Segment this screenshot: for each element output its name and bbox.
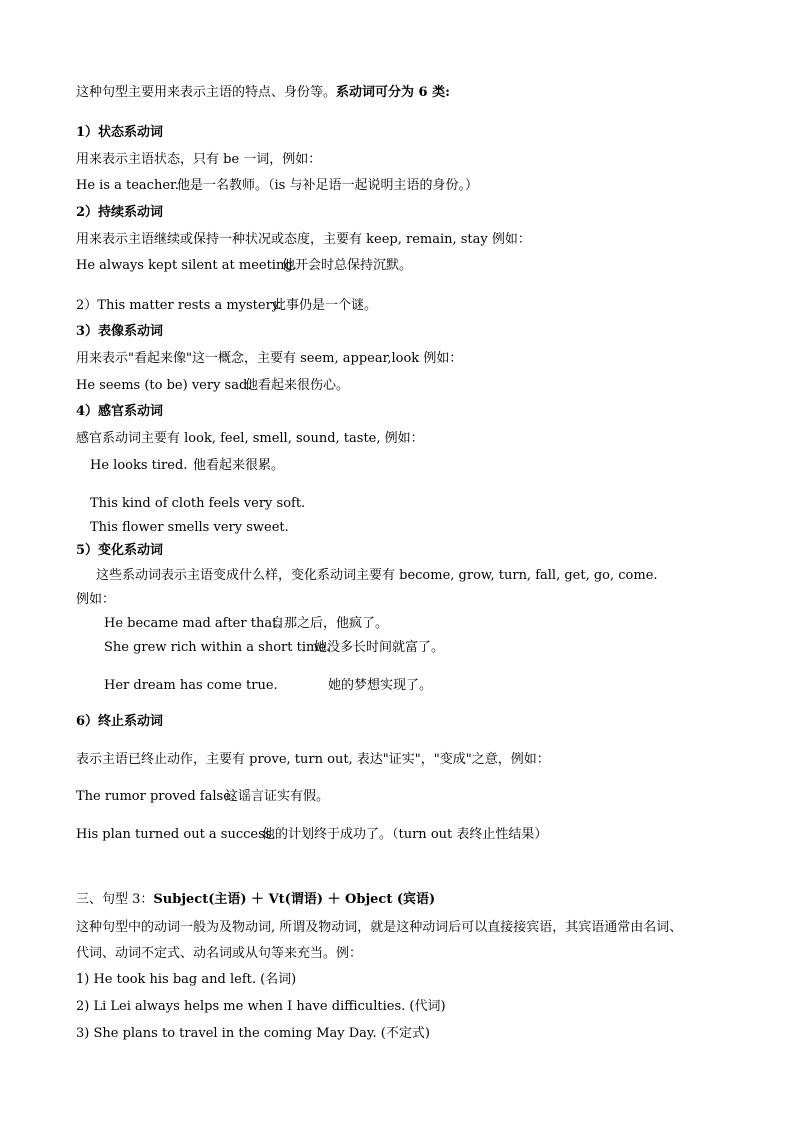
section-5-example-2 <box>104 639 444 657</box>
example-cn: 自那之后，他疯了。 <box>271 616 389 631</box>
example-en: His plan turned out a success. <box>76 827 276 842</box>
example-en: He is a teacher. <box>76 178 179 193</box>
section-5-heading: 5）变化系动词 <box>76 543 164 558</box>
pattern-3-heading-formula: Subject(主语) ＋ Vt(谓语) ＋ Object (宾语) <box>153 892 436 907</box>
section-6-example-2 <box>76 826 547 844</box>
section-5-example-label: 例如： <box>76 592 116 607</box>
section-6-heading: 6）终止系动词 <box>76 714 164 729</box>
section-2-example-1 <box>76 257 412 275</box>
section-4-desc: 感官系动词主要有 look, feel, smell, sound, taste, 例如： <box>76 431 424 446</box>
example-en: Her dream has come true. <box>104 678 278 693</box>
section-5-example-3 <box>104 677 432 695</box>
example-cn: 他看起来很伤心。 <box>245 378 350 393</box>
section-1-desc: 用来表示主语状态，只有 be 一词，例如： <box>76 152 322 167</box>
example-en: She grew rich within a short time. <box>104 640 331 655</box>
section-2-example-2 <box>76 297 377 315</box>
example-en: 2）This matter rests a mystery. <box>76 298 282 313</box>
example-cn: 她没多长时间就富了。 <box>314 640 445 655</box>
section-2-desc: 用来表示主语继续或保持一种状况或态度，主要有 keep, remain, stay 例如： <box>76 232 531 247</box>
pattern-3-heading <box>76 891 435 909</box>
example-en: He became mad after that. <box>104 616 282 631</box>
pattern-3-desc-line-2: 代词、动词不定式、动名词或从句等来充当。例： <box>76 946 363 961</box>
example-en: He looks tired. <box>90 458 188 473</box>
pattern-3-example-2: 2) Li Lei always helps me when I have difficulties. (代词) <box>76 999 446 1014</box>
example-cn: 此事仍是一个谜。 <box>273 298 378 313</box>
pattern-3-example-3: 3) She plans to travel in the coming May Day. (不定式) <box>76 1026 430 1041</box>
example-cn: 这谣言证实有假。 <box>225 789 330 804</box>
pattern-3-desc-line-1: 这种句型中的动词一般为及物动词, 所谓及物动词，就是这种动词后可以直接接宾语，其宾语通常由名词、 <box>76 920 683 935</box>
example-en: He seems (to be) very sad. <box>76 378 252 393</box>
section-6-example-1 <box>76 788 329 806</box>
section-4-heading: 4）感官系动词 <box>76 404 164 419</box>
section-4-example-1 <box>90 457 284 475</box>
example-en: The rumor proved false. <box>76 789 236 804</box>
section-4-example-2: This kind of cloth feels very soft. <box>90 496 306 511</box>
example-cn: 他开会时总保持沉默。 <box>282 258 413 273</box>
section-2-heading: 2）持续系动词 <box>76 205 164 220</box>
example-en: He always kept silent at meeting. <box>76 258 297 273</box>
example-cn: 他的计划终于成功了。（turn out 表终止性结果） <box>262 827 548 842</box>
example-cn: 他看起来很累。 <box>193 458 285 473</box>
pattern-3-example-1: 1) He took his bag and left. (名词) <box>76 972 297 987</box>
section-5-example-1 <box>104 615 388 633</box>
section-3-heading: 3）表像系动词 <box>76 324 164 339</box>
section-4-example-3: This flower smells very sweet. <box>90 520 289 535</box>
example-cn: 他是一名教师。（is 与补足语一起说明主语的身份。） <box>177 178 478 193</box>
intro-bold-text: 系动词可分为 6 类: <box>336 85 450 100</box>
section-3-desc: 用来表示"看起来像"这一概念，主要有 seem, appear,look 例如： <box>76 351 463 366</box>
intro-line <box>76 84 450 102</box>
section-3-example-1 <box>76 377 349 395</box>
example-cn: 她的梦想实现了。 <box>328 678 433 693</box>
pattern-3-heading-prefix: 三、句型 3： <box>76 892 154 907</box>
section-6-desc: 表示主语已终止动作，主要有 prove, turn out, 表达"证实"，"变成"之意，例如： <box>76 752 550 767</box>
section-5-desc: 这些系动词表示主语变成什么样，变化系动词主要有 become, grow, turn, fall, get, go, come. <box>96 568 658 583</box>
intro-text: 这种句型主要用来表示主语的特点、身份等。 <box>76 85 337 100</box>
section-1-heading: 1）状态系动词 <box>76 125 164 140</box>
section-1-example-1 <box>76 177 478 195</box>
